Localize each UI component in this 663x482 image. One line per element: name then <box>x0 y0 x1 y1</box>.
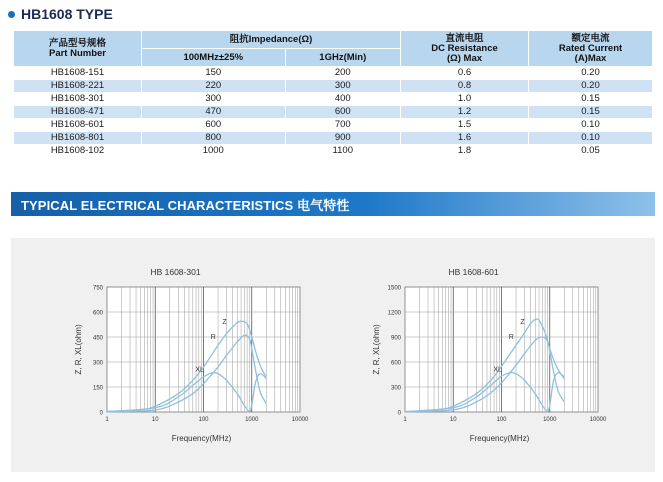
impedance-chart-601 <box>353 238 623 472</box>
header-rated-current: 额定电流 Rated Current (A)Max <box>529 31 653 67</box>
table-row <box>14 145 653 158</box>
cell-part: HB1608-801 <box>14 132 142 145</box>
cell-dcr: 0.6 <box>401 67 529 80</box>
cell-part: HB1608-471 <box>14 106 142 119</box>
cell-part: HB1608-102 <box>14 145 142 158</box>
x-tick-label: 10000 <box>589 417 607 423</box>
header-dc-resistance: 直流电阻 DC Resistance (Ω) Max <box>401 31 529 67</box>
y-tick-label: 450 <box>92 335 103 342</box>
x-tick-label: 100 <box>198 417 209 423</box>
table-row <box>14 132 653 145</box>
cell-dcr: 0.8 <box>401 80 529 93</box>
cell-cur: 0.15 <box>529 106 653 119</box>
cell-z1g: 400 <box>285 93 400 106</box>
y-tick-label: 600 <box>390 360 401 367</box>
section-banner: TYPICAL ELECTRICAL CHARACTERISTICS 电气特性 <box>11 192 655 216</box>
cell-cur: 0.15 <box>529 93 653 106</box>
y-tick-label: 0 <box>397 410 401 417</box>
cell-z1g: 200 <box>285 67 400 80</box>
impedance-chart-301 <box>55 238 325 472</box>
table-row <box>14 80 653 93</box>
y-tick-label: 150 <box>92 385 103 392</box>
cell-dcr: 1.8 <box>401 145 529 158</box>
y-tick-label: 1200 <box>387 310 401 317</box>
header-impedance: 阻抗Impedance(Ω) <box>142 31 401 49</box>
x-tick-label: 1 <box>105 417 109 423</box>
cell-z100: 220 <box>142 80 286 93</box>
series-xl-label: XL <box>493 366 502 374</box>
bullet-icon <box>8 11 15 18</box>
chart-title: HB 1608-601 <box>448 267 499 277</box>
cell-z100: 800 <box>142 132 286 145</box>
cell-z1g: 600 <box>285 106 400 119</box>
cell-part: HB1608-221 <box>14 80 142 93</box>
x-tick-label: 1 <box>403 417 407 423</box>
cell-z1g: 900 <box>285 132 400 145</box>
y-tick-label: 900 <box>390 335 401 342</box>
x-tick-label: 1000 <box>543 417 557 423</box>
y-axis-label: Z, R, XL(ohm) <box>372 324 381 375</box>
cell-cur: 0.20 <box>529 67 653 80</box>
cell-part: HB1608-601 <box>14 119 142 132</box>
cell-z1g: 1100 <box>285 145 400 158</box>
cell-z100: 600 <box>142 119 286 132</box>
y-tick-label: 300 <box>390 385 401 392</box>
x-axis-label: Frequency(MHz) <box>469 434 530 443</box>
x-tick-label: 10 <box>151 417 159 423</box>
cell-cur: 0.10 <box>529 119 653 132</box>
header-part-number: 产品型号规格 Part Number <box>14 31 142 67</box>
cell-cur: 0.10 <box>529 132 653 145</box>
table-row <box>14 106 653 119</box>
y-tick-label: 600 <box>92 310 103 317</box>
cell-cur: 0.05 <box>529 145 653 158</box>
type-heading <box>8 4 113 24</box>
header-impedance-100mhz: 100MHz±25% <box>142 49 286 67</box>
cell-z100: 1000 <box>142 145 286 158</box>
x-tick-label: 10000 <box>291 417 309 423</box>
table-row <box>14 67 653 80</box>
series-z-label: Z <box>520 319 525 326</box>
cell-dcr: 1.0 <box>401 93 529 106</box>
x-tick-label: 1000 <box>245 417 259 423</box>
series-xl-label: XL <box>195 366 204 374</box>
x-tick-label: 100 <box>496 417 507 423</box>
header-impedance-1ghz: 1GHz(Min) <box>285 49 400 67</box>
spec-table <box>13 30 653 158</box>
cell-z1g: 700 <box>285 119 400 132</box>
y-axis-label: Z, R, XL(ohm) <box>74 324 83 375</box>
cell-z100: 150 <box>142 67 286 80</box>
y-tick-label: 0 <box>99 410 103 417</box>
chart-title: HB 1608-301 <box>150 267 201 277</box>
series-r-label: R <box>210 334 216 341</box>
cell-dcr: 1.5 <box>401 119 529 132</box>
cell-part: HB1608-151 <box>14 67 142 80</box>
series-z-label: Z <box>222 319 227 326</box>
chart-panel <box>11 238 655 472</box>
type-title: HB1608 TYPE <box>21 6 113 22</box>
series-r-label: R <box>508 334 514 341</box>
cell-z100: 300 <box>142 93 286 106</box>
cell-z100: 470 <box>142 106 286 119</box>
cell-z1g: 300 <box>285 80 400 93</box>
cell-cur: 0.20 <box>529 80 653 93</box>
x-tick-label: 10 <box>449 417 457 423</box>
y-tick-label: 300 <box>92 360 103 367</box>
cell-part: HB1608-301 <box>14 93 142 106</box>
x-axis-label: Frequency(MHz) <box>171 434 232 443</box>
y-tick-label: 1500 <box>387 285 401 292</box>
table-row <box>14 119 653 132</box>
y-tick-label: 750 <box>92 285 103 292</box>
table-row <box>14 93 653 106</box>
cell-dcr: 1.6 <box>401 132 529 145</box>
cell-dcr: 1.2 <box>401 106 529 119</box>
